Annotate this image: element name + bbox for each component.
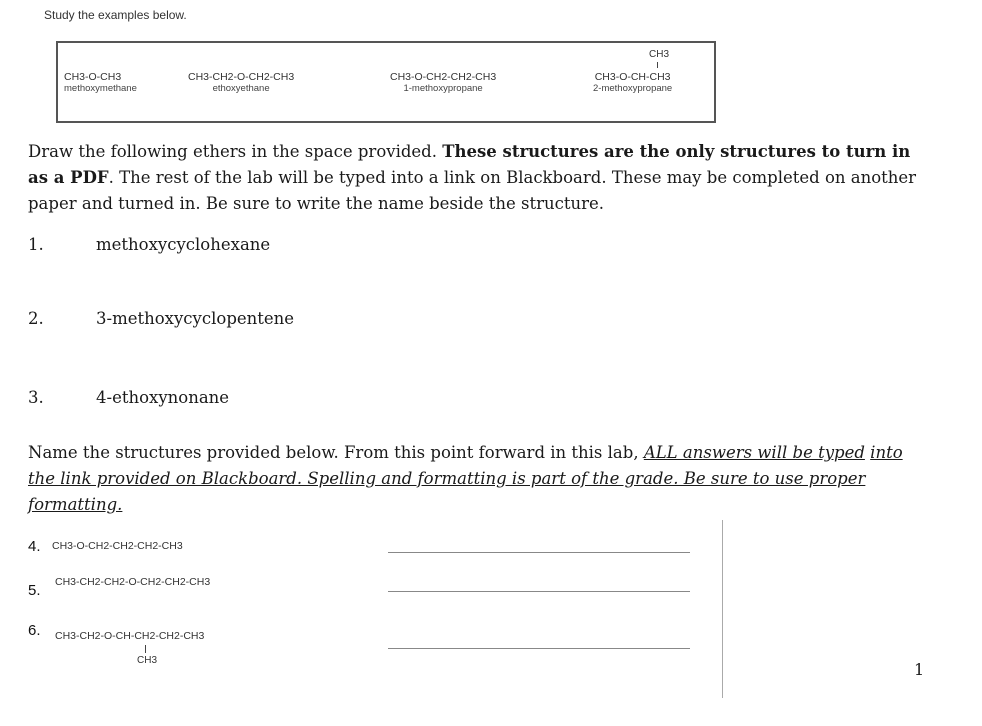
draw-item-label: 3-methoxycyclopentene bbox=[96, 309, 295, 328]
example-ethoxyethane bbox=[188, 71, 294, 94]
answer-line-5[interactable] bbox=[388, 591, 690, 592]
draw-item-label: 4-ethoxynonane bbox=[96, 388, 230, 407]
example-1-methoxypropane bbox=[390, 71, 496, 94]
example-2-methoxypropane bbox=[593, 49, 673, 94]
bond-line bbox=[145, 645, 146, 653]
question-6-formula: CH3-CH2-O-CH-CH2-CH2-CH3 CH3 bbox=[55, 630, 205, 666]
question-number: 4. bbox=[28, 538, 41, 555]
example-name: 2-methoxypropane bbox=[593, 83, 673, 94]
example-methoxymethane bbox=[64, 71, 137, 94]
name-instructions: Name the structures provided below. From this point forward in this lab, ALL answers will be typed into the link provided on Blackboard. Spelling and formatting is part of the grade. Be sure to use proper formatting. bbox=[28, 443, 903, 514]
example-formula: CH3-O-CH2-CH2-CH3 bbox=[390, 71, 497, 83]
page-divider-line bbox=[722, 520, 723, 698]
question-5-formula: CH3-CH2-CH2-O-CH2-CH2-CH3 bbox=[55, 576, 211, 588]
answer-line-4[interactable] bbox=[388, 552, 690, 553]
question-4-formula: CH3-O-CH2-CH2-CH2-CH3 bbox=[52, 540, 183, 552]
draw-item-label: methoxycyclohexane bbox=[96, 235, 271, 254]
example-formula: CH3-CH2-O-CH2-CH3 bbox=[188, 71, 295, 83]
example-name: 1-methoxypropane bbox=[403, 83, 483, 94]
example-name: ethoxyethane bbox=[212, 83, 270, 94]
example-name: methoxymethane bbox=[64, 83, 137, 94]
example-formula: CH3-O-CH3 bbox=[64, 71, 122, 83]
example-branch: CH3 bbox=[649, 49, 670, 60]
bond-line bbox=[657, 62, 658, 68]
examples-box bbox=[56, 41, 716, 123]
question-6-branch: CH3 bbox=[137, 655, 158, 666]
answer-line-6[interactable] bbox=[388, 648, 690, 649]
question-number: 6. bbox=[28, 622, 41, 639]
example-formula: CH3-O-CH-CH3 bbox=[594, 71, 671, 83]
draw-instructions: Draw the following ethers in the space provided. These structures are the only structures to turn in as a PDF. The rest of the lab will be typed into a link on Blackboard. These may be completed on another paper and turned in. Be sure to write the name beside the structure. bbox=[28, 142, 917, 213]
page-number: 1 bbox=[914, 660, 925, 679]
question-number: 5. bbox=[28, 582, 41, 599]
intro-text: Study the examples below. bbox=[44, 8, 187, 22]
